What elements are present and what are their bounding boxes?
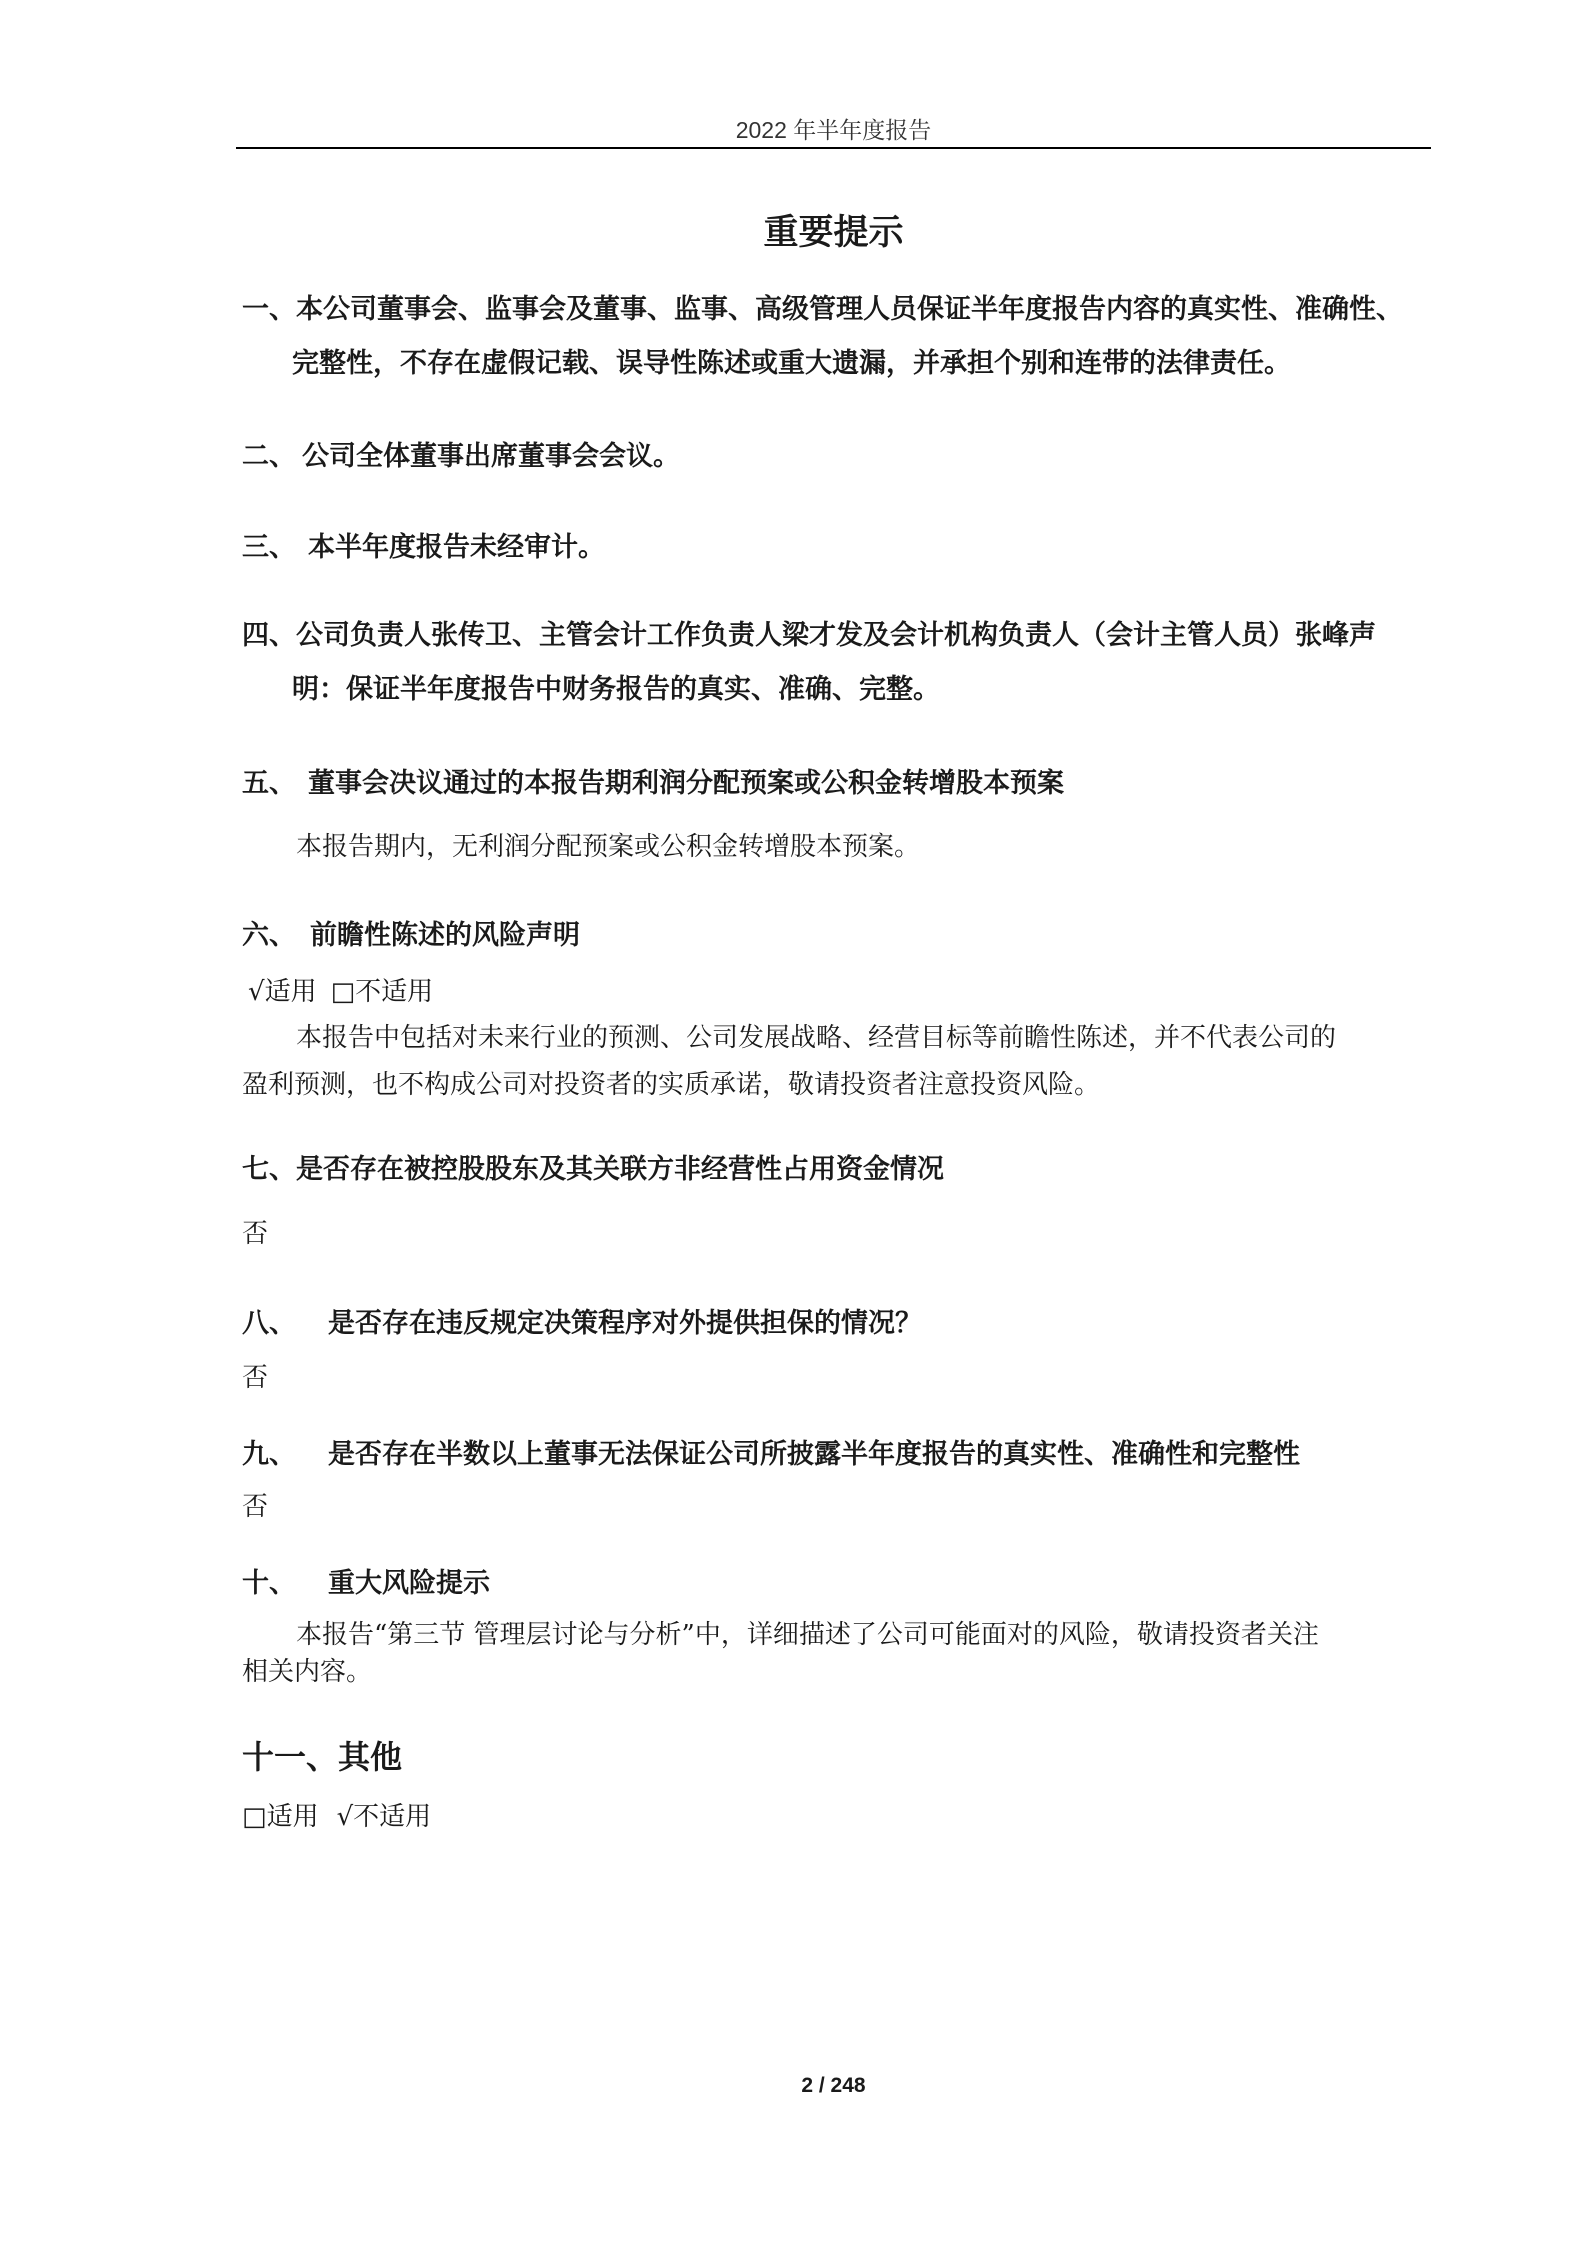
section-3-heading	[242, 524, 1437, 572]
section-4-line-2: 明：保证半年度报告中财务报告的真实、准确、完整。	[292, 674, 940, 705]
section-5-heading	[242, 760, 1437, 808]
section-1-line-1: 本公司董事会、监事会及董事、监事、高级管理人员保证半年度报告内容的真实性、准确性、	[296, 294, 1403, 325]
section-number: 一、	[242, 294, 296, 325]
section-8-answer: 否	[242, 1363, 269, 1393]
section-7-heading	[242, 1146, 1437, 1194]
section-4-heading	[242, 612, 1437, 660]
section-4-line-1: 公司负责人张传卫、主管会计工作负责人梁才发及会计机构负责人（会计主管人员）张峰声	[296, 620, 1376, 651]
section-1-line-2: 完整性，不存在虚假记载、误导性陈述或重大遗漏，并承担个别和连带的法律责任。	[292, 348, 1291, 379]
section-7-answer: 否	[242, 1219, 269, 1249]
section-6-body-line-2: 盈利预测，也不构成公司对投资者的实质承诺，敬请投资者注意投资风险。	[242, 1070, 1101, 1100]
header-divider	[236, 147, 1431, 149]
section-number: 四、	[242, 620, 296, 651]
section-number: 五、	[242, 768, 296, 799]
section-9-heading	[242, 1431, 1437, 1479]
page-title: 重要提示	[763, 213, 904, 253]
section-10-body-line-2: 相关内容。	[242, 1657, 373, 1687]
section-6-text: 前瞻性陈述的风险声明	[310, 920, 580, 951]
section-9-text: 是否存在半数以上董事无法保证公司所披露半年度报告的真实性、准确性和完整性	[328, 1439, 1300, 1470]
section-10-heading	[242, 1560, 1437, 1608]
section-7-text: 是否存在被控股股东及其关联方非经营性占用资金情况	[296, 1154, 944, 1185]
section-2-text: 公司全体董事出席董事会会议。	[302, 441, 680, 472]
section-5-text: 董事会决议通过的本报告期利润分配预案或公积金转增股本预案	[308, 768, 1064, 799]
section-1-heading	[242, 286, 1437, 334]
section-8-heading	[242, 1300, 1437, 1348]
section-number: 六、	[242, 920, 296, 951]
page-number: 2 / 248	[801, 2074, 866, 2097]
not-applicable-checked: √不适用	[336, 1802, 432, 1832]
section-11-options	[242, 1798, 431, 1835]
section-10-text: 重大风险提示	[328, 1568, 490, 1599]
section-8-text: 是否存在违反规定决策程序对外提供担保的情况？	[328, 1308, 922, 1339]
page-header: 2022 年半年度报告	[735, 117, 932, 143]
section-11-heading: 十一、其他	[242, 1738, 403, 1776]
section-2-heading	[242, 433, 1437, 481]
section-6-options	[248, 973, 433, 1010]
section-6-heading	[242, 912, 1437, 960]
section-number: 九、	[242, 1439, 296, 1470]
section-number: 二、	[242, 441, 296, 472]
section-number: 八、	[242, 1308, 296, 1339]
applicable-unchecked: □适用	[242, 1802, 319, 1832]
section-3-text: 本半年度报告未经审计。	[308, 532, 605, 563]
not-applicable-unchecked: □不适用	[330, 977, 434, 1007]
section-9-answer: 否	[242, 1492, 269, 1522]
section-6-body-line-1: 本报告中包括对未来行业的预测、公司发展战略、经营目标等前瞻性陈述，并不代表公司的	[296, 1023, 1337, 1053]
applicable-checked: √适用	[248, 977, 317, 1007]
section-5-body: 本报告期内，无利润分配预案或公积金转增股本预案。	[296, 832, 921, 862]
section-10-body-line-1: 本报告“第三节 管理层讨论与分析”中，详细描述了公司可能面对的风险，敬请投资者关注	[296, 1620, 1319, 1650]
section-number: 三、	[242, 532, 296, 563]
section-number: 七、	[242, 1154, 296, 1185]
section-number: 十、	[242, 1568, 296, 1599]
